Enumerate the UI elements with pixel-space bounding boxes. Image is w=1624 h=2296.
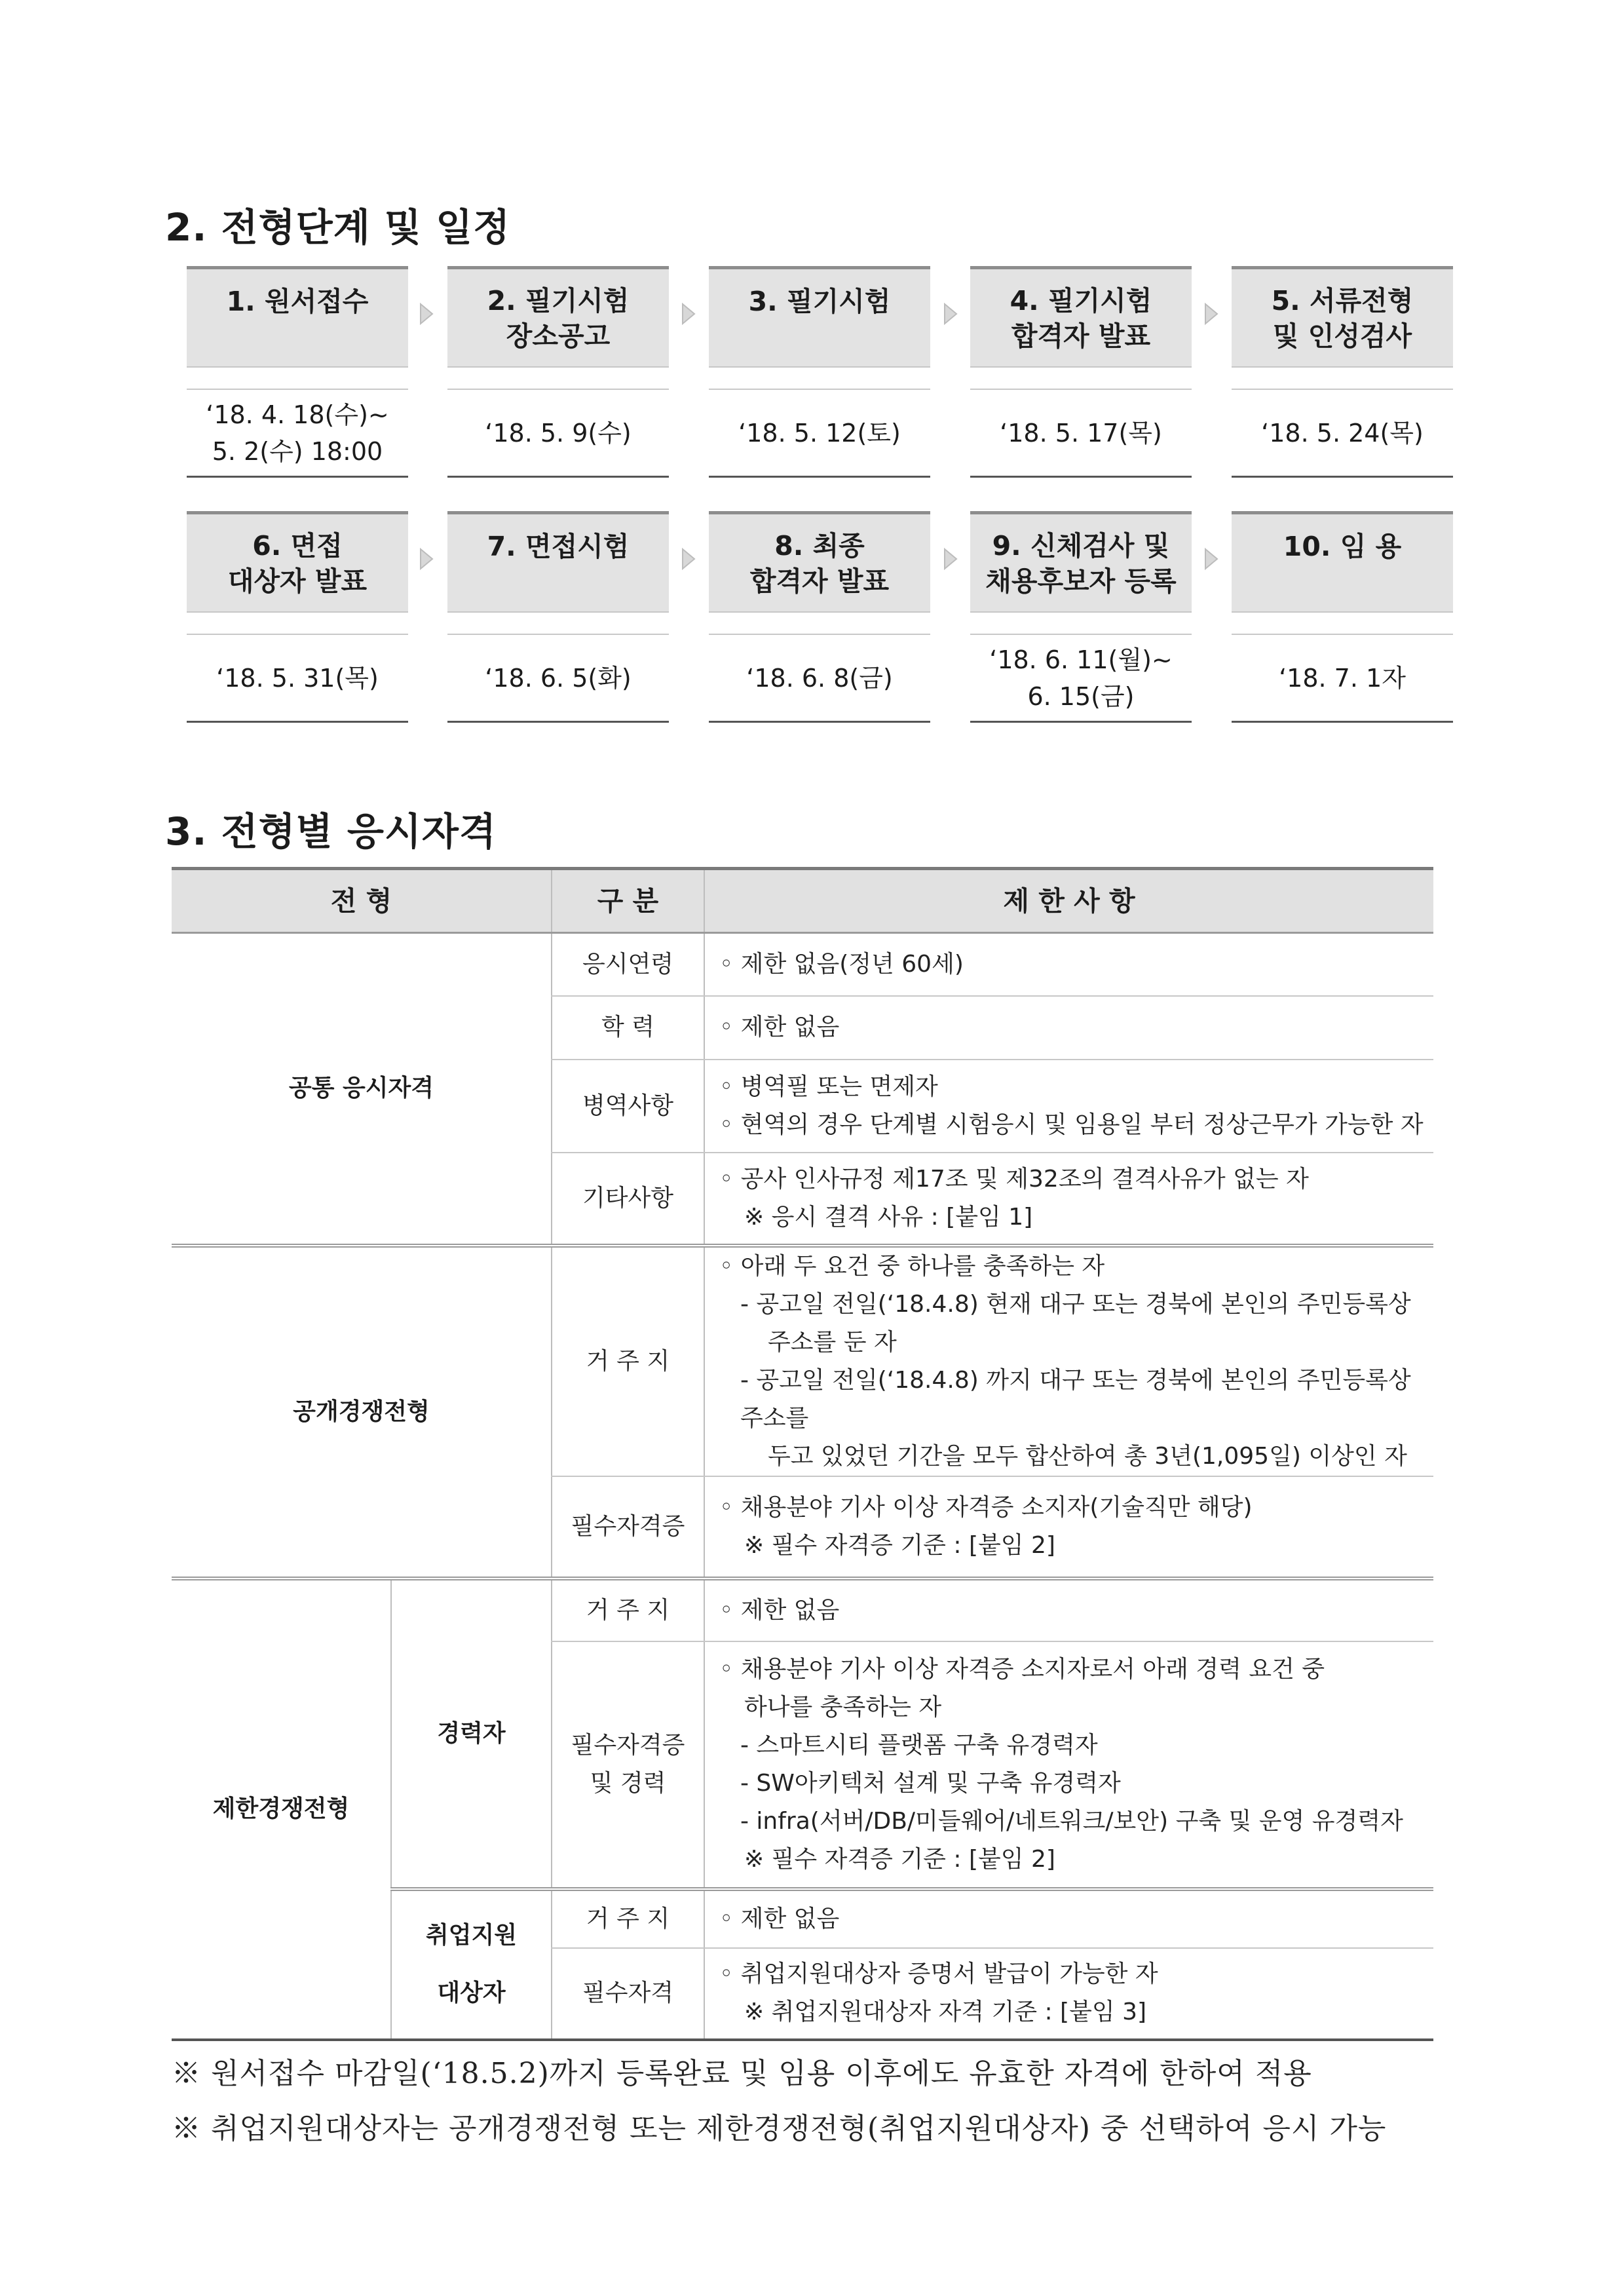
- restriction-note: ※ 응시 결격 사유 : [붙임 1]: [744, 1203, 1033, 1231]
- subgroup-career: 경력자: [391, 1578, 552, 1889]
- restriction-line: ◦ 취업지원대상자 증명서 발급이 가능한 자: [719, 1961, 1158, 1987]
- qualification-table: [172, 867, 1433, 2041]
- step-4-title: 4. 필기시험 합격자 발표: [1010, 285, 1152, 352]
- step-4-box: [970, 266, 1192, 368]
- group-open: 공개경쟁전형: [172, 1246, 552, 1578]
- footnote-2: ※ 취업지원대상자는 공개경쟁전형 또는 제한경쟁전형(취업지원대상자) 중 선택하여 응시 가능: [172, 2112, 1387, 2145]
- restriction-note: ※ 취업지원대상자 자격 기준 : [붙임 3]: [744, 1999, 1147, 2025]
- restriction-note: ※ 필수 자격증 기준 : [붙임 2]: [744, 1531, 1055, 1559]
- step-5-date-text: ‘18. 5. 24(목): [1261, 418, 1424, 448]
- step-8-box: [709, 511, 930, 613]
- step-9-date: [970, 634, 1192, 723]
- subgroup-support-text: 취업지원 대상자: [425, 1922, 518, 2006]
- step-1-date-text: ‘18. 4. 18(수)~ 5. 2(수) 18:00: [206, 400, 389, 466]
- restriction-line: ◦ 제한 없음(정년 60세): [719, 950, 964, 978]
- category-military: 병역사항: [552, 1060, 704, 1153]
- step-4-date: [970, 389, 1192, 478]
- step-1: [187, 266, 408, 478]
- chevron-right-icon: [943, 303, 958, 325]
- restriction-line: 주소를 둔 자: [768, 1328, 897, 1356]
- group-limited: 제한경쟁전형: [172, 1578, 391, 2040]
- chevron-right-icon: [943, 548, 958, 570]
- step-7-box: [447, 511, 669, 613]
- restriction-line: 두고 있었던 기간을 모두 합산하여 총 3년(1,095일) 이상인 자: [768, 1442, 1407, 1470]
- restriction-career-license: [704, 1641, 1433, 1889]
- step-2-date: [447, 389, 669, 478]
- category-open-license: 필수자격증: [552, 1476, 704, 1578]
- restriction-line: ◦ 공사 인사규정 제17조 및 제32조의 결격사유가 없는 자: [719, 1165, 1309, 1193]
- step-3-date: [709, 389, 930, 478]
- chevron-right-icon: [419, 548, 434, 570]
- restriction-line: ◦ 제한 없음: [719, 1014, 840, 1041]
- chevron-right-icon: [681, 548, 696, 570]
- restriction-military: [704, 1060, 1433, 1153]
- step-6: [187, 511, 408, 723]
- restriction-line: ◦ 채용분야 기사 이상 자격증 소지자(기술직만 해당): [719, 1493, 1253, 1521]
- step-3-box: [709, 266, 930, 368]
- restriction-line: ◦ 현역의 경우 단계별 시험응시 및 임용일 부터 정상근무가 가능한 자: [719, 1111, 1424, 1138]
- step-3-title: 3. 필기시험: [748, 286, 891, 317]
- restriction-other: [704, 1153, 1433, 1246]
- step-6-title: 6. 면접 대상자 발표: [227, 530, 368, 597]
- restriction-line: - 스마트시티 플랫폼 구축 유경력자: [740, 1731, 1098, 1759]
- step-1-title: 1. 원서접수: [226, 286, 369, 317]
- step-10-box: [1232, 511, 1453, 613]
- step-9-title: 9. 신체검사 및 채용후보자 등록: [985, 530, 1177, 597]
- table-row: [172, 1578, 1433, 1641]
- restriction-education: [704, 996, 1433, 1060]
- step-10-date: [1232, 634, 1453, 723]
- step-6-date-text: ‘18. 5. 31(목): [216, 663, 379, 693]
- step-2-date-text: ‘18. 5. 9(수): [485, 418, 632, 448]
- step-9-box: [970, 511, 1192, 613]
- section-3-title: 3. 전형별 응시자격: [165, 809, 497, 854]
- step-7-title: 7. 면접시험: [487, 531, 630, 562]
- step-10-title: 10. 임 용: [1283, 531, 1402, 562]
- restriction-age: [704, 933, 1433, 996]
- step-2-box: [447, 266, 669, 368]
- step-4: [970, 266, 1192, 478]
- category-other: 기타사항: [552, 1153, 704, 1246]
- footnote-1: ※ 원서접수 마감일(‘18.5.2)까지 등록완료 및 임용 이후에도 유효한 자격에 한하여 적용: [172, 2057, 1312, 2090]
- step-5-title: 5. 서류전형 및 인성검사: [1271, 285, 1414, 352]
- restriction-line: ◦ 아래 두 요건 중 하나를 충족하는 자: [719, 1252, 1105, 1280]
- restriction-line: ◦ 병역필 또는 면제자: [719, 1073, 938, 1100]
- category-support-qualification: 필수자격: [552, 1948, 704, 2040]
- step-6-box: [187, 511, 408, 613]
- subgroup-support: [391, 1889, 552, 2040]
- restriction-line: - infra(서버/DB/미들웨어/네트워크/보안) 구축 및 운영 유경력자: [740, 1807, 1403, 1835]
- restriction-line: 하나를 충족하는 자: [744, 1693, 942, 1721]
- restriction-line: ◦ 제한 없음: [719, 1596, 840, 1624]
- section-2-title: 2. 전형단계 및 일정: [165, 205, 511, 250]
- table-header-row: [172, 869, 1433, 933]
- header-category: 구 분: [552, 869, 704, 933]
- step-5: [1232, 266, 1453, 478]
- chevron-right-icon: [1204, 303, 1218, 325]
- category-open-residence: 거 주 지: [552, 1246, 704, 1476]
- category-age: 응시연령: [552, 933, 704, 996]
- step-7-date-text: ‘18. 6. 5(화): [485, 663, 632, 693]
- restriction-line: - SW아키텍처 설계 및 구축 유경력자: [740, 1769, 1121, 1797]
- restriction-line: - 공고일 전일(‘18.4.8) 현재 대구 또는 경북에 본인의 주민등록상: [740, 1290, 1411, 1318]
- header-type: 전 형: [172, 869, 552, 933]
- chevron-right-icon: [681, 303, 696, 325]
- restriction-support-qualification: [704, 1948, 1433, 2040]
- step-3-date-text: ‘18. 5. 12(토): [738, 418, 901, 448]
- group-common: 공통 응시자격: [172, 933, 552, 1246]
- table-row: [172, 933, 1433, 996]
- category-education: 학 력: [552, 996, 704, 1060]
- step-7-date: [447, 634, 669, 723]
- step-2: [447, 266, 669, 478]
- step-5-box: [1232, 266, 1453, 368]
- restriction-line: - 공고일 전일(‘18.4.8) 까지 대구 또는 경북에 본인의 주민등록상 주소를: [740, 1366, 1411, 1432]
- category-career-residence: 거 주 지: [552, 1578, 704, 1641]
- step-5-date: [1232, 389, 1453, 478]
- header-restriction: 제 한 사 항: [704, 869, 1433, 933]
- chevron-right-icon: [419, 303, 434, 325]
- table-row: [172, 1246, 1433, 1476]
- restriction-career-residence: [704, 1578, 1433, 1641]
- restriction-note: ※ 필수 자격증 기준 : [붙임 2]: [744, 1845, 1055, 1873]
- step-4-date-text: ‘18. 5. 17(목): [1000, 418, 1162, 448]
- step-3: [709, 266, 930, 478]
- step-10-date-text: ‘18. 7. 1자: [1279, 663, 1406, 693]
- step-6-date: [187, 634, 408, 723]
- restriction-line: ◦ 제한 없음: [719, 1905, 840, 1932]
- step-9: [970, 511, 1192, 723]
- category-career-license-text: 필수자격증 및 경력: [571, 1731, 685, 1797]
- step-1-date: [187, 389, 408, 478]
- restriction-open-residence: [704, 1246, 1433, 1476]
- restriction-support-residence: [704, 1889, 1433, 1948]
- step-10: [1232, 511, 1453, 723]
- category-career-license: [552, 1641, 704, 1889]
- step-9-date-text: ‘18. 6. 11(월)~ 6. 15(금): [989, 645, 1173, 711]
- step-7: [447, 511, 669, 723]
- step-8: [709, 511, 930, 723]
- step-8-date-text: ‘18. 6. 8(금): [746, 663, 893, 693]
- restriction-open-license: [704, 1476, 1433, 1578]
- chevron-right-icon: [1204, 548, 1218, 570]
- step-8-title: 8. 최종 합격자 발표: [749, 530, 890, 597]
- category-support-residence: 거 주 지: [552, 1889, 704, 1948]
- step-2-title: 2. 필기시험 장소공고: [487, 285, 630, 352]
- step-8-date: [709, 634, 930, 723]
- step-1-box: [187, 266, 408, 368]
- restriction-line: ◦ 채용분야 기사 이상 자격증 소지자로서 아래 경력 요건 중: [719, 1655, 1325, 1683]
